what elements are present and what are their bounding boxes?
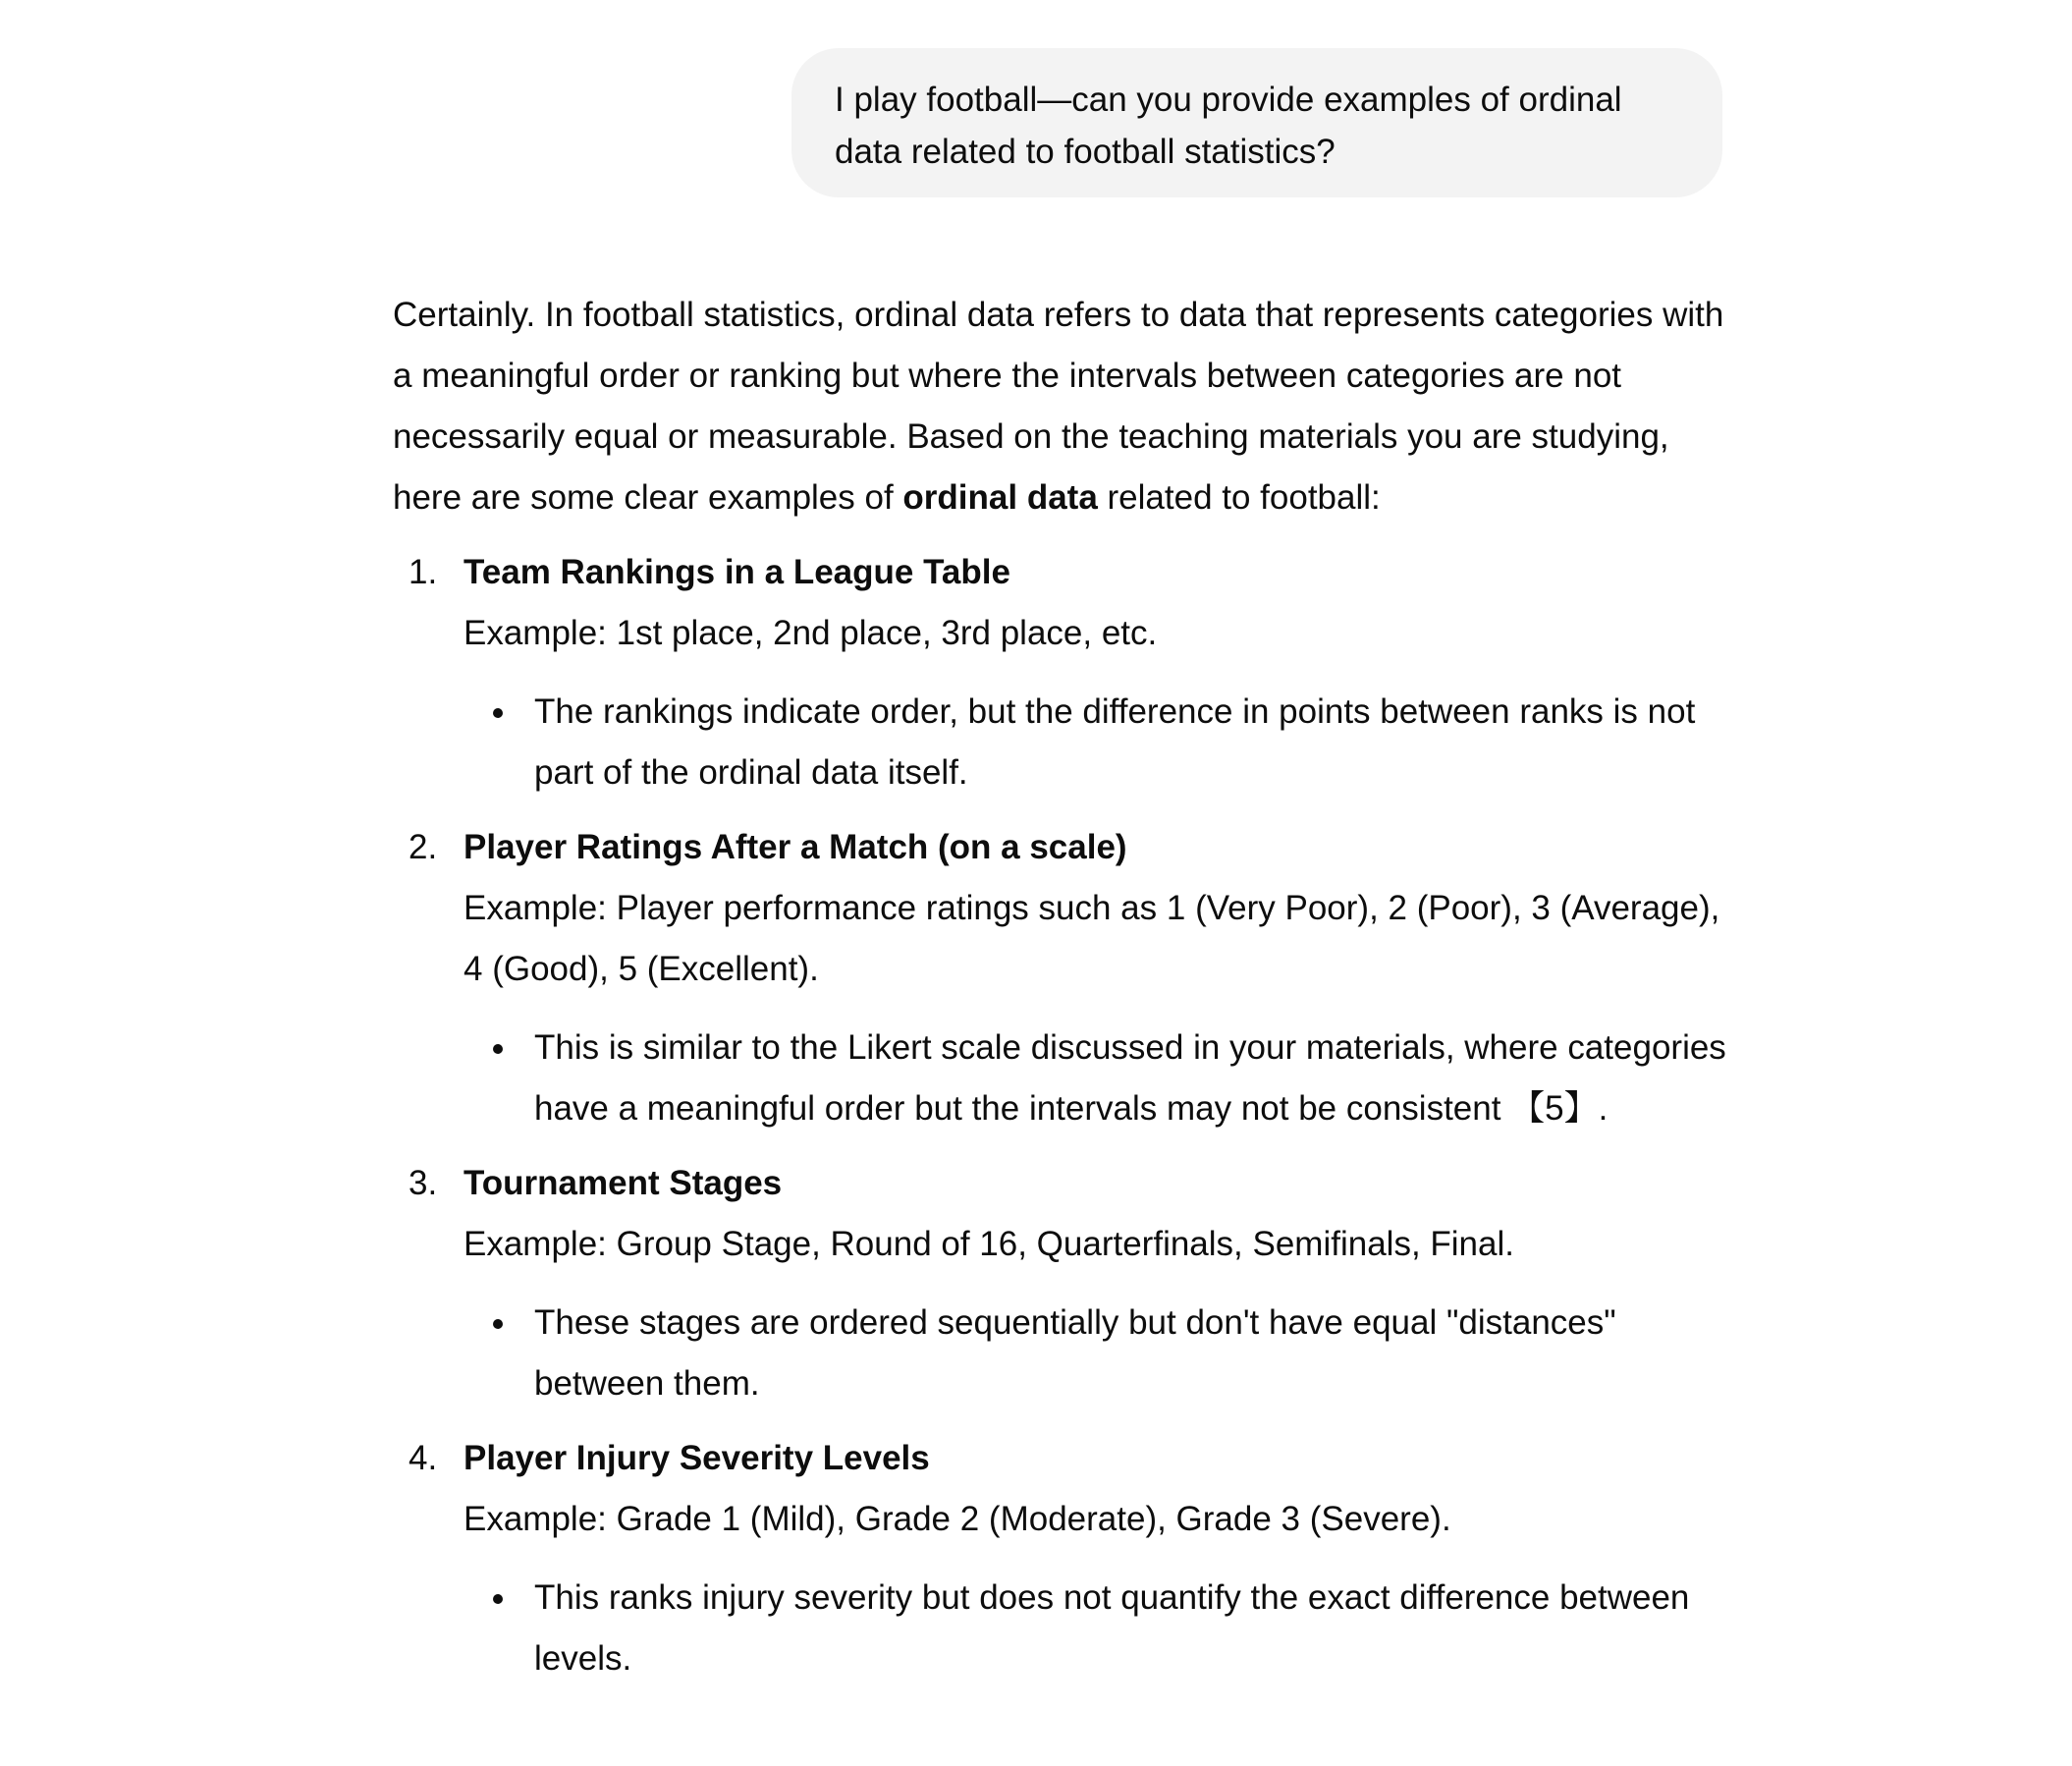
- item-bullets: [463, 1018, 1728, 1139]
- item-bullets: [463, 1293, 1728, 1414]
- item-bullets: [463, 682, 1728, 803]
- bullet-dot-icon: [493, 1044, 503, 1054]
- item-example: Example: Player performance ratings such as 1 (Very Poor), 2 (Poor), 3 (Average), 4 (Good), 5 (Excellent).: [463, 889, 1720, 988]
- list-item: [393, 1153, 1728, 1414]
- user-message-text: I play football—can you provide examples of ordinal data related to football statistics?: [835, 81, 1622, 171]
- item-example: Example: Group Stage, Round of 16, Quarterfinals, Semifinals, Final.: [463, 1225, 1514, 1263]
- bullet-item: [463, 1018, 1728, 1139]
- list-item: [393, 1428, 1728, 1689]
- examples-list: [393, 542, 1728, 1689]
- item-title: Player Ratings After a Match (on a scale): [463, 828, 1127, 866]
- bullet-text: These stages are ordered sequentially but don't have equal "distances" between them.: [534, 1303, 1616, 1403]
- intro-text-end: related to football:: [1097, 478, 1381, 517]
- bullet-dot-icon: [493, 1594, 503, 1604]
- user-message-bubble: [791, 48, 1722, 197]
- item-example: Example: Grade 1 (Mild), Grade 2 (Moderate), Grade 3 (Severe).: [463, 1500, 1451, 1538]
- assistant-intro: [393, 285, 1728, 528]
- item-number: 4.: [409, 1439, 438, 1477]
- list-item: [393, 542, 1728, 803]
- bullet-text: The rankings indicate order, but the difference in points between ranks is not part of the ordinal data itself.: [534, 692, 1696, 792]
- item-number: 1.: [409, 553, 438, 591]
- item-example: Example: 1st place, 2nd place, 3rd place, etc.: [463, 614, 1158, 652]
- bullet-item: [463, 1568, 1728, 1689]
- intro-text: Certainly. In football statistics, ordinal data refers to data that represents categories with a meaningful order or ranking but where the intervals between categories are not necessarily equal or measurable. Based on the teaching materials you are studying, here are some clear examples of: [393, 296, 1724, 517]
- assistant-message: [393, 285, 1728, 1703]
- bullet-item: [463, 682, 1728, 803]
- item-bullets: [463, 1568, 1728, 1689]
- item-title: Player Injury Severity Levels: [463, 1439, 930, 1477]
- bullet-dot-icon: [493, 1319, 503, 1329]
- item-number: 3.: [409, 1164, 438, 1202]
- item-number: 2.: [409, 828, 438, 866]
- item-title: Team Rankings in a League Table: [463, 553, 1010, 591]
- item-title: Tournament Stages: [463, 1164, 783, 1202]
- bullet-text: This ranks injury severity but does not quantify the exact difference between levels.: [534, 1578, 1690, 1678]
- list-item: [393, 817, 1728, 1139]
- intro-bold-text: ordinal data: [902, 478, 1098, 517]
- bullet-dot-icon: [493, 708, 503, 718]
- bullet-text: This is similar to the Likert scale discussed in your materials, where categories have a meaningful order but the intervals may not be consistent 【5】.: [534, 1028, 1726, 1128]
- bullet-item: [463, 1293, 1728, 1414]
